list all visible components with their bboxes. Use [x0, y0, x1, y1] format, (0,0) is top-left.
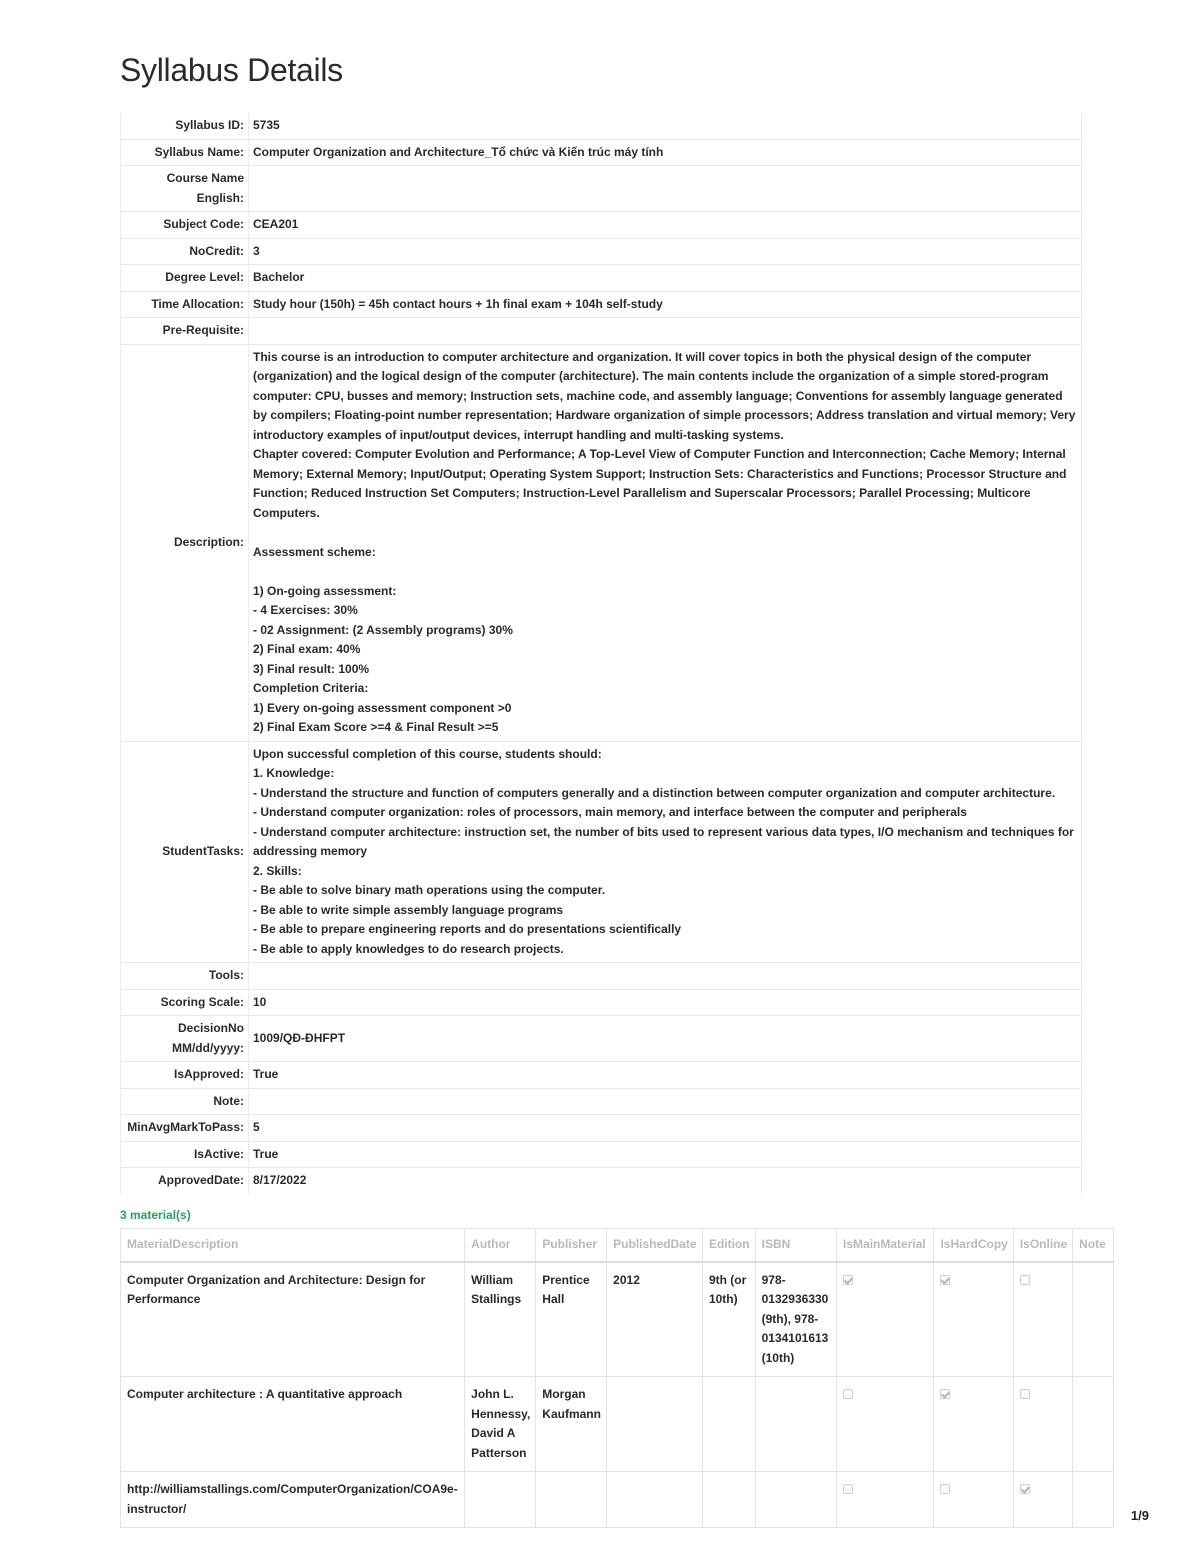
- materials-table: [120, 1228, 1114, 1528]
- col-header-edition: Edition: [702, 1229, 755, 1262]
- row-pre-requisite: [121, 318, 1082, 345]
- col-header-publisher: Publisher: [536, 1229, 607, 1262]
- col-header-material-description: MaterialDescription: [121, 1229, 465, 1262]
- row-decision-no: [121, 1016, 1082, 1062]
- field-label: NoCredit:: [121, 238, 249, 265]
- field-value: 8/17/2022: [249, 1168, 1082, 1194]
- field-value: Upon successful completion of this course, students should: 1. Knowledge: - Understand the structure and function of computers generally and a distinction between computer organization and computer architecture. - Understand computer organization: roles of processors, main memory, and interface between the computer and peripherals - Understand computer architecture: instruction set, the number of bits used to represent various data types, I/O mechanism and techniques for addressing memory 2. Skills: - Be able to solve binary math operations using the computer. - Be able to write simple assembly language programs - Be able to prepare engineering reports and do presentations scientifically - Be able to apply knowledges to do research projects.: [249, 741, 1082, 963]
- field-value: True: [249, 1062, 1082, 1089]
- col-header-is-hard-copy: IsHardCopy: [934, 1229, 1013, 1262]
- field-value: [249, 318, 1082, 345]
- row-student-tasks: [121, 741, 1082, 963]
- material-author: John L. Hennessy, David A Patterson: [465, 1377, 536, 1472]
- col-header-author: Author: [465, 1229, 536, 1262]
- field-label: IsApproved:: [121, 1062, 249, 1089]
- material-edition: [702, 1377, 755, 1472]
- material-published-date: 2012: [607, 1262, 703, 1377]
- is-main-material-checkbox[interactable]: [843, 1275, 853, 1285]
- row-syllabus-name: [121, 139, 1082, 166]
- material-description[interactable]: http://williamstallings.com/ComputerOrganization/COA9e-instructor/: [121, 1472, 465, 1528]
- material-description: Computer architecture : A quantitative approach: [121, 1377, 465, 1472]
- material-description: Computer Organization and Architecture: Design for Performance: [121, 1262, 465, 1377]
- is-hard-copy-checkbox[interactable]: [940, 1389, 950, 1399]
- material-note: [1073, 1262, 1114, 1377]
- col-header-is-main-material: IsMainMaterial: [837, 1229, 934, 1262]
- field-label: Description:: [121, 344, 249, 741]
- material-publisher: Prentice Hall: [536, 1262, 607, 1377]
- row-syllabus-id: [121, 113, 1082, 139]
- col-header-isbn: ISBN: [755, 1229, 836, 1262]
- material-published-date: [607, 1472, 703, 1528]
- field-value: Computer Organization and Architecture_Tổ chức và Kiến trúc máy tính: [249, 139, 1082, 166]
- field-value: [249, 963, 1082, 990]
- material-isbn: 978-0132936330 (9th), 978-0134101613 (10th): [755, 1262, 836, 1377]
- field-value: 1009/QĐ-ĐHFPT: [249, 1016, 1082, 1062]
- row-tools: [121, 963, 1082, 990]
- is-main-material-checkbox[interactable]: [843, 1484, 853, 1494]
- col-header-note: Note: [1073, 1229, 1114, 1262]
- field-value: [249, 1088, 1082, 1115]
- is-online-checkbox[interactable]: [1020, 1484, 1030, 1494]
- materials-count-link[interactable]: 3 material(s): [120, 1208, 191, 1222]
- row-is-active: [121, 1141, 1082, 1168]
- col-header-published-date: PublishedDate: [607, 1229, 703, 1262]
- material-isbn: [755, 1472, 836, 1528]
- material-note: [1073, 1377, 1114, 1472]
- field-label: Time Allocation:: [121, 291, 249, 318]
- field-label: Degree Level:: [121, 265, 249, 292]
- field-label: Syllabus Name:: [121, 139, 249, 166]
- row-description: [121, 344, 1082, 741]
- field-value: True: [249, 1141, 1082, 1168]
- row-degree-level: [121, 265, 1082, 292]
- material-row: [121, 1472, 1114, 1528]
- row-nocredit: [121, 238, 1082, 265]
- field-label: DecisionNo MM/dd/yyyy:: [121, 1016, 249, 1062]
- material-publisher: Morgan Kaufmann: [536, 1377, 607, 1472]
- field-label: Pre-Requisite:: [121, 318, 249, 345]
- field-label: IsActive:: [121, 1141, 249, 1168]
- field-label: Scoring Scale:: [121, 989, 249, 1016]
- field-label: Note:: [121, 1088, 249, 1115]
- material-author: [465, 1472, 536, 1528]
- field-label: ApprovedDate:: [121, 1168, 249, 1194]
- material-published-date: [607, 1377, 703, 1472]
- row-is-approved: [121, 1062, 1082, 1089]
- field-label: Course Name English:: [121, 166, 249, 212]
- is-online-checkbox[interactable]: [1020, 1275, 1030, 1285]
- field-value: Study hour (150h) = 45h contact hours + 1h final exam + 104h self-study: [249, 291, 1082, 318]
- material-note: [1073, 1472, 1114, 1528]
- row-scoring-scale: [121, 989, 1082, 1016]
- material-publisher: [536, 1472, 607, 1528]
- is-online-checkbox[interactable]: [1020, 1389, 1030, 1399]
- page-number: 1/9: [1130, 1508, 1149, 1523]
- field-value: CEA201: [249, 212, 1082, 239]
- materials-header-row: [121, 1229, 1114, 1262]
- field-value: 10: [249, 989, 1082, 1016]
- field-value: 3: [249, 238, 1082, 265]
- row-note: [121, 1088, 1082, 1115]
- row-course-name-english: [121, 166, 1082, 212]
- field-value: This course is an introduction to computer architecture and organization. It will cover topics in both the physical design of the computer (organization) and the logical design of the computer (architecture). The main contents include the organization of a simple stored-program computer: CPU, busses and memory; Instruction sets, machine code, and assembly language; Conventions for assembly language generated by compilers; Floating-point number representation; Hardware organization of simple processors; Address translation and virtual memory; Very introductory examples of input/output devices, interrupt handling and multi-tasking systems. Chapter covered: Computer Evolution and Performance; A Top-Level View of Computer Function and Interconnection; Cache Memory; Internal Memory; External Memory; Input/Output; Operating System Support; Instruction Sets: Characteristics and Functions; Processor Structure and Function; Reduced Instruction Set Computers; Instruction-Level Parallelism and Superscalar Processors; Parallel Processing; Multicore Computers. Assessment scheme: 1) On-going assessment: - 4 Exercises: 30% - 02 Assignment: (2 Assembly programs) 30% 2) Final exam: 40% 3) Final result: 100% Completion Criteria: 1) Every on-going assessment component >0 2) Final Exam Score >=4 & Final Result >=5: [249, 344, 1082, 741]
- field-value: 5735: [249, 113, 1082, 139]
- field-label: StudentTasks:: [121, 741, 249, 963]
- row-time-allocation: [121, 291, 1082, 318]
- row-subject-code: [121, 212, 1082, 239]
- material-edition: 9th (or 10th): [702, 1262, 755, 1377]
- page-title: Syllabus Details: [120, 52, 343, 88]
- material-edition: [702, 1472, 755, 1528]
- field-label: Subject Code:: [121, 212, 249, 239]
- field-value: [249, 166, 1082, 212]
- material-isbn: [755, 1377, 836, 1472]
- material-row: [121, 1262, 1114, 1377]
- is-main-material-checkbox[interactable]: [843, 1389, 853, 1399]
- material-author: William Stallings: [465, 1262, 536, 1377]
- col-header-is-online: IsOnline: [1013, 1229, 1072, 1262]
- material-row: [121, 1377, 1114, 1472]
- field-value: 5: [249, 1115, 1082, 1142]
- field-label: Tools:: [121, 963, 249, 990]
- row-approved-date: [121, 1168, 1082, 1194]
- is-hard-copy-checkbox[interactable]: [940, 1275, 950, 1285]
- syllabus-details-table: [120, 113, 1082, 1194]
- field-value: Bachelor: [249, 265, 1082, 292]
- is-hard-copy-checkbox[interactable]: [940, 1484, 950, 1494]
- field-label: MinAvgMarkToPass:: [121, 1115, 249, 1142]
- field-label: Syllabus ID:: [121, 113, 249, 139]
- row-min-avg-mark: [121, 1115, 1082, 1142]
